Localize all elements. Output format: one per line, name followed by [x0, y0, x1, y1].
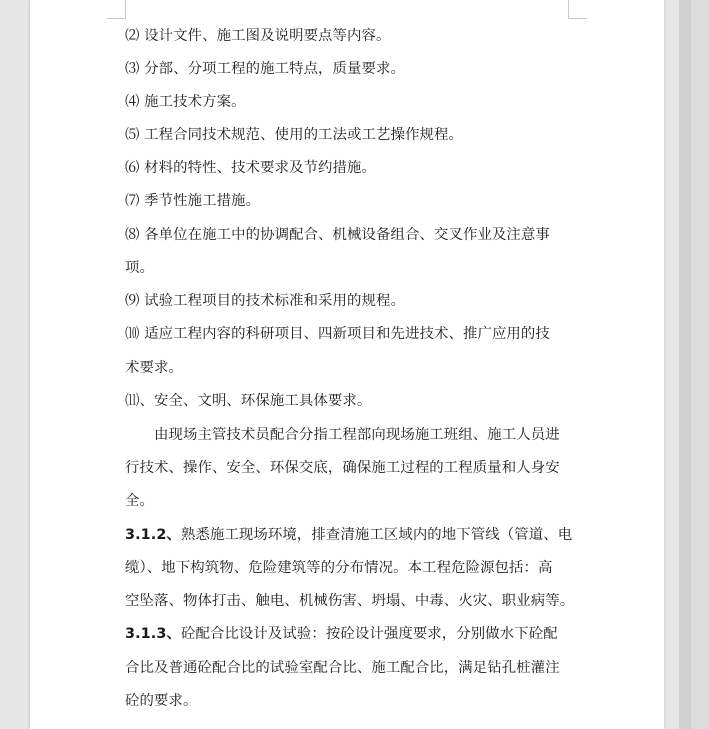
text-line: 空坠落、物体打击、触电、机械伤害、坍塌、中毒、火灾、职业病等。 [125, 593, 575, 609]
text-span: 熟悉施工现场环境，排查清施工区域内的地下管线（管道、电 [180, 527, 573, 543]
text-line: ⑸ 工程合同技术规范、使用的工法或工艺操作规程。 [125, 127, 463, 143]
text-line: 术要求。 [125, 360, 183, 376]
text-line: ⑼ 试验工程项目的技术标准和采用的规程。 [125, 293, 405, 309]
text-span: 砼配合比设计及试验：按砼设计强度要求，分别做水下砼配 [180, 626, 558, 642]
text-line: 由现场主管技术员配合分指工程部向现场施工班组、施工人员进 [125, 427, 560, 443]
text-line: ⑶ 分部、分项工程的施工特点，质量要求。 [125, 61, 405, 77]
text-line: 行技术、操作、安全、环保交底，确保施工过程的工程质量和人身安 [125, 460, 560, 476]
text-line: ⑹ 材料的特性、技术要求及节约措施。 [125, 160, 377, 176]
text-line: ⑾、安全、文明、环保施工具体要求。 [125, 393, 372, 409]
text-line: ⑷ 施工技术方案。 [125, 94, 246, 110]
scrollbar-track[interactable] [679, 0, 709, 729]
text-line: 砼的要求。 [125, 693, 198, 709]
scrollbar-strip [679, 0, 691, 729]
crop-mark-left [107, 0, 126, 19]
text-line: ⑽ 适应工程内容的科研项目、四新项目和先进技术、推广应用的技 [125, 326, 550, 342]
text-line: ⑵ 设计文件、施工图及说明要点等内容。 [125, 28, 391, 44]
section-number-3-1-3: 3.1.3、 [125, 626, 181, 642]
section-line [125, 523, 571, 544]
document-page [30, 0, 664, 729]
crop-mark-right [568, 0, 587, 19]
text-line: 全。 [125, 493, 154, 509]
text-line: 合比及普通砼配合比的试验室配合比、施工配合比，满足钻孔桩灌注 [125, 660, 560, 676]
section-number-3-1-2: 3.1.2、 [125, 527, 181, 543]
text-line: 项。 [125, 260, 154, 276]
text-line: ⑻ 各单位在施工中的协调配合、机械设备组合、交叉作业及注意事 [125, 227, 550, 243]
section-line [125, 622, 571, 643]
text-line: 缆）、地下构筑物、危险建筑等的分布情况。本工程危险源包括：高 [125, 560, 553, 576]
text-line: ⑺ 季节性施工措施。 [125, 193, 261, 209]
